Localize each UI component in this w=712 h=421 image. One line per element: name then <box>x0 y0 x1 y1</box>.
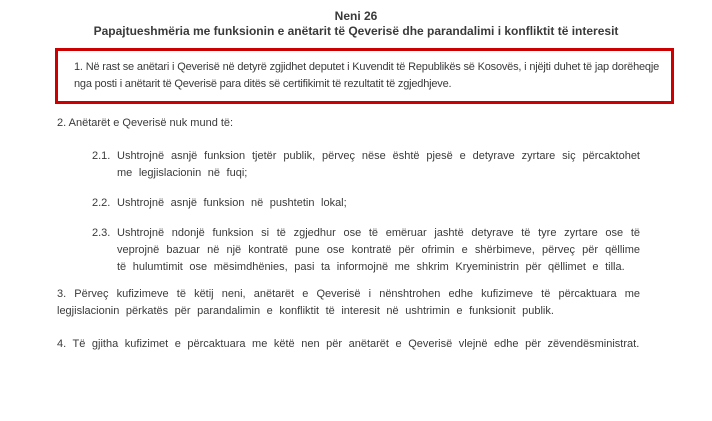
subclause-text: Ushtrojnë asnjë funksion tjetër publik, përveç nëse është pjesë e detyrave zyrtare siç përcaktohet me legjislacionin në fuqi; <box>117 150 640 179</box>
subclause-2-3 <box>92 225 640 276</box>
highlight-annotation-box <box>55 48 674 104</box>
subclause-number: 2.3. <box>92 227 111 239</box>
article-heading-block <box>0 9 712 39</box>
subclause-number: 2.2. <box>92 197 111 209</box>
article-number: Neni 26 <box>334 9 378 23</box>
subclause-2-2 <box>92 195 640 212</box>
article-title: Papajtueshmëria me funksionin e anëtarit të Qeverisë dhe parandalimi i konfliktit të interesit <box>93 24 619 38</box>
clause-3-text: 3. Përveç kufizimeve të këtij neni, anëtarët e Qeverisë i nënshtrohen edhe kufizimeve të përcaktuara me legjislacionin përkatës për parandalimin e konfliktit të interesit në ushtrimin e funksionit publik. <box>57 288 640 317</box>
article-body <box>57 48 659 353</box>
subclause-text: Ushtrojnë asnjë funksion në pushtetin lokal; <box>117 197 347 209</box>
clause-4-text: 4. Të gjitha kufizimet e përcaktuara me këtë nen për anëtarët e Qeverisë vlejnë edhe për zëvendësministrat. <box>57 338 640 350</box>
subclause-number: 2.1. <box>92 150 111 162</box>
subclause-text: Ushtrojnë ndonjë funksion si të zgjedhur ose të emëruar jashtë detyrave të tyre zyrtare ose të veprojnë bazuar në një kontratë pune ose kontratë për ofrimin e shërbimeve, përveç për qëllime të hulumtimit ose mësimdhënies, pasi ta informojnë me shkrim Kryeministrin për qëllimet e tilla. <box>117 227 640 273</box>
clause-2-text: 2. Anëtarët e Qeverisë nuk mund të: <box>57 117 234 129</box>
clause-1-text: 1. Në rast se anëtari i Qeverisë në detyrë zgjidhet deputet i Kuvendit të Republikës së Kosovës, i njëjti duhet të jap dorëheqje nga posti i anëtarit të Qeverisë para ditës së certifikimit të rezultatit të zgjedhjeve. <box>74 61 659 90</box>
subclause-2-1 <box>92 148 640 182</box>
